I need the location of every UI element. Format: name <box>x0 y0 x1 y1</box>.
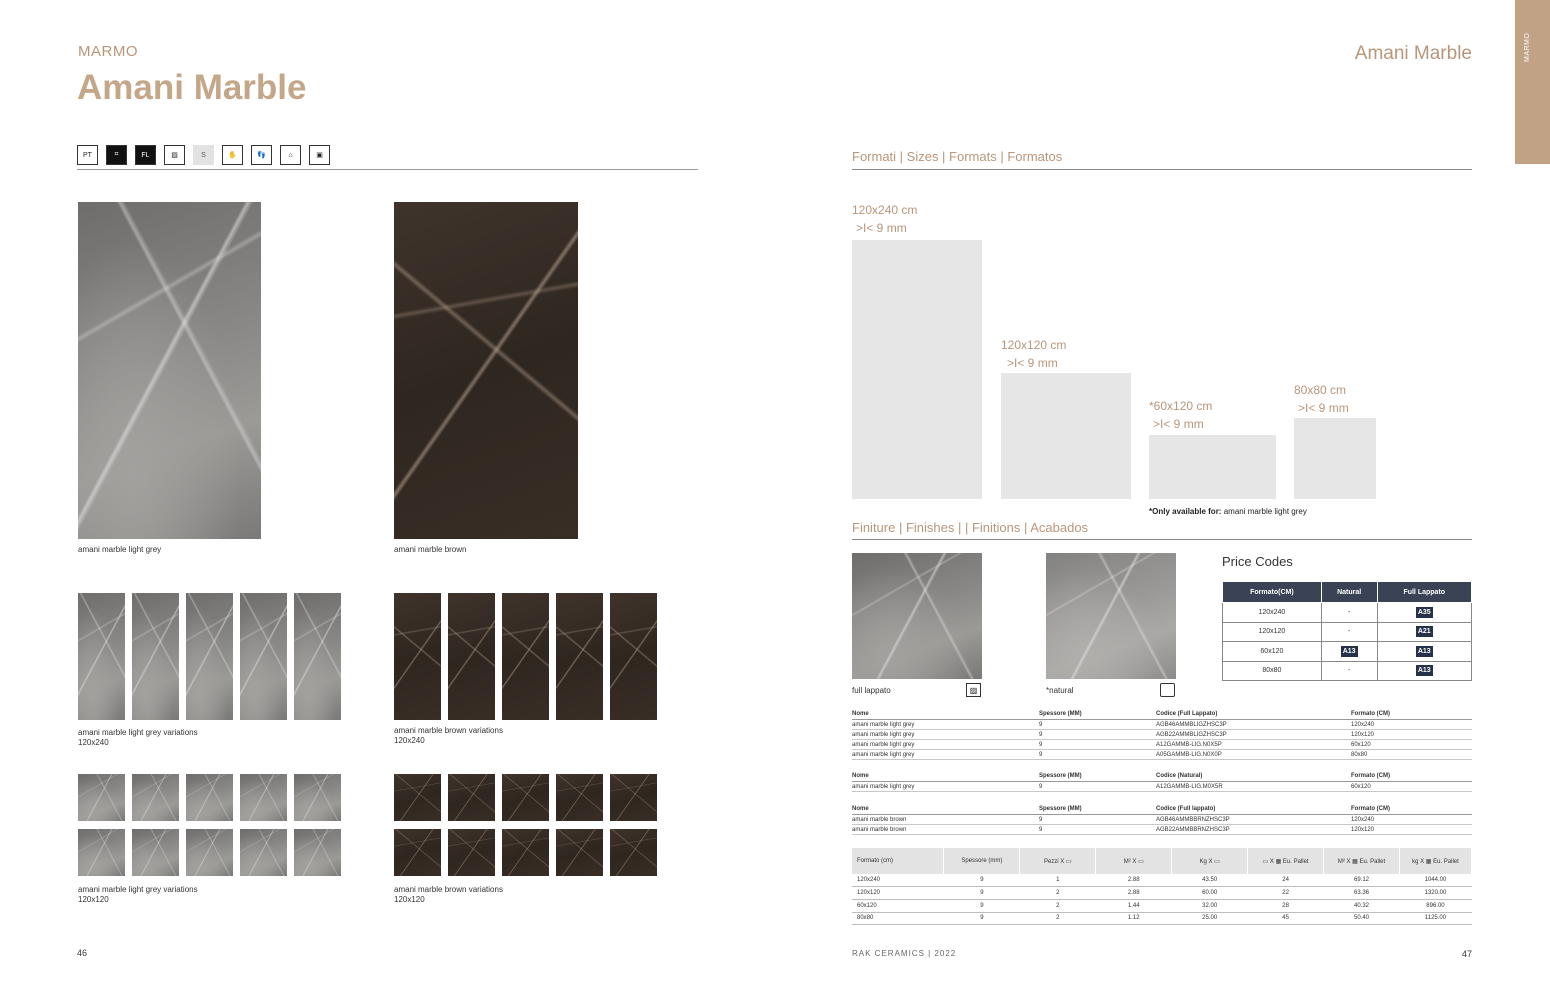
cell: amani marble light grey <box>852 741 915 748</box>
table-header: Natural <box>1321 582 1377 603</box>
cell: 9 <box>1039 731 1043 738</box>
variation-tile <box>186 774 233 821</box>
table-row <box>852 740 1472 750</box>
table-cell: 22 <box>1248 887 1324 900</box>
table-cell: 24 <box>1248 874 1324 887</box>
col-header: Codice (Natural) <box>1156 772 1203 779</box>
table-row <box>852 874 1472 887</box>
cell: 9 <box>1039 721 1043 728</box>
table-cell <box>1377 603 1472 623</box>
table-header: Kg X ▭ <box>1172 848 1248 874</box>
cell: 9 <box>1039 826 1043 833</box>
caption-brown: amani marble brown <box>394 545 467 554</box>
caption-size: 120x240 <box>394 736 425 745</box>
variation-tile <box>448 829 495 876</box>
table-cell: 60x120 <box>1223 642 1322 662</box>
caption-size: 120x120 <box>78 895 109 904</box>
size-box-80x80 <box>1294 418 1376 499</box>
caption-text: amani marble light grey variations <box>78 885 198 894</box>
variation-tile <box>448 593 495 720</box>
table-cell: 9 <box>944 887 1020 900</box>
caption-size: 120x120 <box>394 895 425 904</box>
variation-tile <box>294 593 341 720</box>
cell: amani marble light grey <box>852 731 915 738</box>
cell: 120x120 <box>1351 731 1375 738</box>
thickness-value: >I< 9 mm <box>1298 401 1349 415</box>
price-code-badge: A35 <box>1417 608 1431 616</box>
col-header: Formato (CM) <box>1351 710 1390 717</box>
table-row <box>852 899 1472 912</box>
table-cell: 60x120 <box>852 899 944 912</box>
table-cell: 120x120 <box>1223 622 1322 642</box>
page-number-right: 47 <box>1461 949 1472 959</box>
variation-tile <box>240 774 287 821</box>
divider <box>852 539 1472 540</box>
listing-header <box>852 708 1472 720</box>
table-header: Full Lappato <box>1377 582 1472 603</box>
price-codes-table <box>1222 581 1472 681</box>
table-cell: 1320.00 <box>1399 887 1471 900</box>
table-cell <box>1377 661 1472 681</box>
hand-icon: ✋ <box>222 145 243 165</box>
code-listing-brown <box>852 803 1472 835</box>
table-cell: 25.00 <box>1172 912 1248 925</box>
cell: 60x120 <box>1351 741 1371 748</box>
col-header: Spessore (MM) <box>1039 710 1082 717</box>
variation-tile <box>132 593 179 720</box>
variation-tile <box>78 774 125 821</box>
size-label-60x120 <box>1149 397 1212 433</box>
table-cell: 80x80 <box>852 912 944 925</box>
variation-tile <box>502 593 549 720</box>
table-cell: 2 <box>1020 912 1096 925</box>
table-cell <box>1377 622 1472 642</box>
table-row <box>1223 603 1472 623</box>
variation-tile <box>610 829 657 876</box>
caption-grey-variations-120 <box>78 885 198 905</box>
table-header: Formato (cm) <box>852 848 944 874</box>
caption-brown-variations-120 <box>394 885 503 905</box>
size-label-120x120 <box>1001 336 1066 372</box>
table-row <box>852 750 1472 760</box>
table-cell: - <box>1321 661 1377 681</box>
cell: 9 <box>1039 816 1043 823</box>
table-cell: 45 <box>1248 912 1324 925</box>
cell: AGB46AMMBBRNZHSC3P <box>1156 816 1230 823</box>
variation-tile <box>502 774 549 821</box>
table-cell: 2.88 <box>1096 874 1172 887</box>
cell: AGB22AMMBLIGZHSC3P <box>1156 731 1227 738</box>
col-header: Formato (CM) <box>1351 772 1390 779</box>
cell: 120x240 <box>1351 816 1375 823</box>
pt-icon: PT <box>77 145 98 165</box>
variation-tile <box>294 829 341 876</box>
finish-sample-full-lappato <box>852 553 982 679</box>
table-header: Spessore (mm) <box>944 848 1020 874</box>
table-row <box>852 730 1472 740</box>
table-cell <box>1377 642 1472 662</box>
finishes-heading: Finiture | Finishes | | Finitions | Acabados <box>852 520 1089 535</box>
cell: A12GAMMB-LIG.N0X5P <box>1156 741 1222 748</box>
table-cell: 9 <box>944 912 1020 925</box>
table-cell: 60.00 <box>1172 887 1248 900</box>
cell: A12GAMMB-LIG.M0X5R <box>1156 783 1223 790</box>
side-tab-label: MARMO <box>1524 32 1531 62</box>
variation-tile <box>186 593 233 720</box>
table-row <box>852 720 1472 730</box>
table-header: Formato(CM) <box>1223 582 1322 603</box>
caption-grey-variations-240 <box>78 728 198 748</box>
cell: 120x120 <box>1351 826 1375 833</box>
bag-icon: ▣ <box>309 145 330 165</box>
table-cell: 43.50 <box>1172 874 1248 887</box>
variation-tile <box>610 774 657 821</box>
size-value: *60x120 cm <box>1149 399 1213 413</box>
col-header: Nome <box>852 710 869 717</box>
caption-size: 120x240 <box>78 738 109 747</box>
cell: amani marble light grey <box>852 721 915 728</box>
thickness-value: >I< 9 mm <box>1153 417 1204 431</box>
side-tab <box>1515 0 1550 164</box>
table-cell: 120x240 <box>1223 603 1322 623</box>
table-header: ▭ X ▦ Eu. Pallet <box>1248 848 1324 874</box>
page-number-left: 46 <box>77 948 88 958</box>
size-box-120x240 <box>852 240 982 499</box>
variation-tile <box>394 593 441 720</box>
table-row <box>852 782 1472 792</box>
cell: amani marble light grey <box>852 751 915 758</box>
tile-image-light-grey <box>78 202 261 539</box>
listing-header <box>852 803 1472 815</box>
cell: 60x120 <box>1351 783 1371 790</box>
finish-sample-natural <box>1046 553 1176 679</box>
variation-tile <box>240 593 287 720</box>
cell: 120x240 <box>1351 721 1375 728</box>
table-cell: 1 <box>1020 874 1096 887</box>
size-value: 120x120 cm <box>1001 338 1067 352</box>
table-row <box>1223 661 1472 681</box>
col-header: Formato (CM) <box>1351 805 1390 812</box>
variation-tile <box>294 774 341 821</box>
col-header: Nome <box>852 772 869 779</box>
size-box-60x120 <box>1149 435 1276 499</box>
sizes-heading: Formati | Sizes | Formats | Formatos <box>852 149 1063 164</box>
table-cell: 2 <box>1020 887 1096 900</box>
table-cell: 32.00 <box>1172 899 1248 912</box>
table-cell: 1125.00 <box>1399 912 1471 925</box>
cell: amani marble light grey <box>852 783 915 790</box>
col-header: Nome <box>852 805 869 812</box>
price-code-badge: A13 <box>1417 667 1431 675</box>
divider <box>77 169 698 170</box>
table-cell: 120x120 <box>852 887 944 900</box>
table-cell: 50.40 <box>1324 912 1400 925</box>
note-bold: *Only available for: <box>1149 507 1222 516</box>
table-row <box>852 887 1472 900</box>
page-title: Amani Marble <box>77 68 307 107</box>
fl-icon: FL <box>135 145 156 165</box>
size-value: 80x80 cm <box>1294 383 1347 397</box>
table-cell: 28 <box>1248 899 1324 912</box>
size-label-80x80 <box>1294 381 1349 417</box>
tile-image-brown <box>394 202 578 539</box>
cell: amani marble brown <box>852 826 907 833</box>
variation-tile <box>394 774 441 821</box>
table-cell: 120x240 <box>852 874 944 887</box>
col-header: Codice (Full Lappato) <box>1156 710 1218 717</box>
variation-tile <box>394 829 441 876</box>
variation-tile <box>240 829 287 876</box>
table-cell: - <box>1321 622 1377 642</box>
size-value: 120x240 cm <box>852 203 918 217</box>
s-icon: S <box>193 145 214 165</box>
caption-text: amani marble light grey variations <box>78 728 198 737</box>
divider <box>852 169 1472 170</box>
table-header: M² X ▦ Eu. Pallet <box>1324 848 1400 874</box>
rectified-icon: ⌗ <box>106 145 127 165</box>
table-header: kg X ▦ Eu. Pallet <box>1399 848 1471 874</box>
code-listing-natural <box>852 770 1472 792</box>
table-row <box>852 912 1472 925</box>
table-cell: 9 <box>944 874 1020 887</box>
caption-text: amani marble brown variations <box>394 885 503 894</box>
table-cell: 63.36 <box>1324 887 1400 900</box>
code-listing-full-lappato <box>852 708 1472 760</box>
cell: 9 <box>1039 783 1043 790</box>
cell: A05GAMMB-LIG.N0X0P <box>1156 751 1222 758</box>
variation-tile <box>78 829 125 876</box>
table-cell: 896.00 <box>1399 899 1471 912</box>
cell: 80x80 <box>1351 751 1368 758</box>
indoor-icon: ⌂ <box>280 145 301 165</box>
size-label-120x240 <box>852 201 917 237</box>
variation-tile <box>132 829 179 876</box>
table-cell: 1.12 <box>1096 912 1172 925</box>
variation-tile <box>556 593 603 720</box>
feature-icons <box>77 145 330 165</box>
variation-tile <box>132 774 179 821</box>
table-row <box>852 825 1472 835</box>
packaging-spec-table <box>852 848 1472 925</box>
table-cell: 1.44 <box>1096 899 1172 912</box>
full-lappato-icon: ▨ <box>966 683 981 697</box>
table-cell: 40.32 <box>1324 899 1400 912</box>
table-cell: 80x80 <box>1223 661 1322 681</box>
table-cell: - <box>1321 603 1377 623</box>
thickness-value: >I< 9 mm <box>856 221 907 235</box>
cell: 9 <box>1039 751 1043 758</box>
price-codes-title: Price Codes <box>1222 554 1293 569</box>
caption-text: amani marble brown variations <box>394 726 503 735</box>
note-text: amani marble light grey <box>1223 507 1307 516</box>
price-code-badge: A13 <box>1342 647 1356 655</box>
table-row <box>1223 622 1472 642</box>
col-header: Spessore (MM) <box>1039 772 1082 779</box>
table-header: M² X ▭ <box>1096 848 1172 874</box>
thickness-value: >I< 9 mm <box>1007 356 1058 370</box>
cell: AGB46AMMBLIGZHSC3P <box>1156 721 1227 728</box>
cell: 9 <box>1039 741 1043 748</box>
table-cell: 2 <box>1020 899 1096 912</box>
size-box-120x120 <box>1001 373 1131 499</box>
variation-tile <box>186 829 233 876</box>
price-code-badge: A13 <box>1417 647 1431 655</box>
table-cell: 1044.00 <box>1399 874 1471 887</box>
variation-tile <box>448 774 495 821</box>
variation-tile <box>502 829 549 876</box>
finish-label-natural: *natural <box>1046 686 1074 695</box>
variation-tile <box>78 593 125 720</box>
right-title: Amani Marble <box>1354 43 1472 64</box>
table-cell: 69.12 <box>1324 874 1400 887</box>
caption-brown-variations-240 <box>394 726 503 746</box>
availability-note <box>1149 507 1307 516</box>
cell: amani marble brown <box>852 816 907 823</box>
variation-tile <box>610 593 657 720</box>
col-header: Spessore (MM) <box>1039 805 1082 812</box>
finish-label-full-lappato: full lappato <box>852 686 891 695</box>
table-cell <box>1321 642 1377 662</box>
price-code-badge: A21 <box>1417 628 1431 636</box>
variation-tile <box>556 774 603 821</box>
footer-brand: RAK CERAMICS | 2022 <box>852 949 957 958</box>
feet-icon: 👣 <box>251 145 272 165</box>
table-row <box>1223 642 1472 662</box>
variation-tile <box>556 829 603 876</box>
table-cell: 2.88 <box>1096 887 1172 900</box>
natural-icon <box>1160 683 1175 697</box>
caption-light-grey: amani marble light grey <box>78 545 162 554</box>
category-kicker: MARMO <box>78 43 138 60</box>
full-lappato-icon: ▨ <box>164 145 185 165</box>
table-header: Pezzi X ▭ <box>1020 848 1096 874</box>
table-cell: 9 <box>944 899 1020 912</box>
table-header-row <box>1223 582 1472 603</box>
listing-header <box>852 770 1472 782</box>
col-header: Codice (Full lappato) <box>1156 805 1216 812</box>
table-row <box>852 815 1472 825</box>
table-header-row <box>852 848 1472 874</box>
cell: AGB22AMMBBRNZHSC3P <box>1156 826 1230 833</box>
